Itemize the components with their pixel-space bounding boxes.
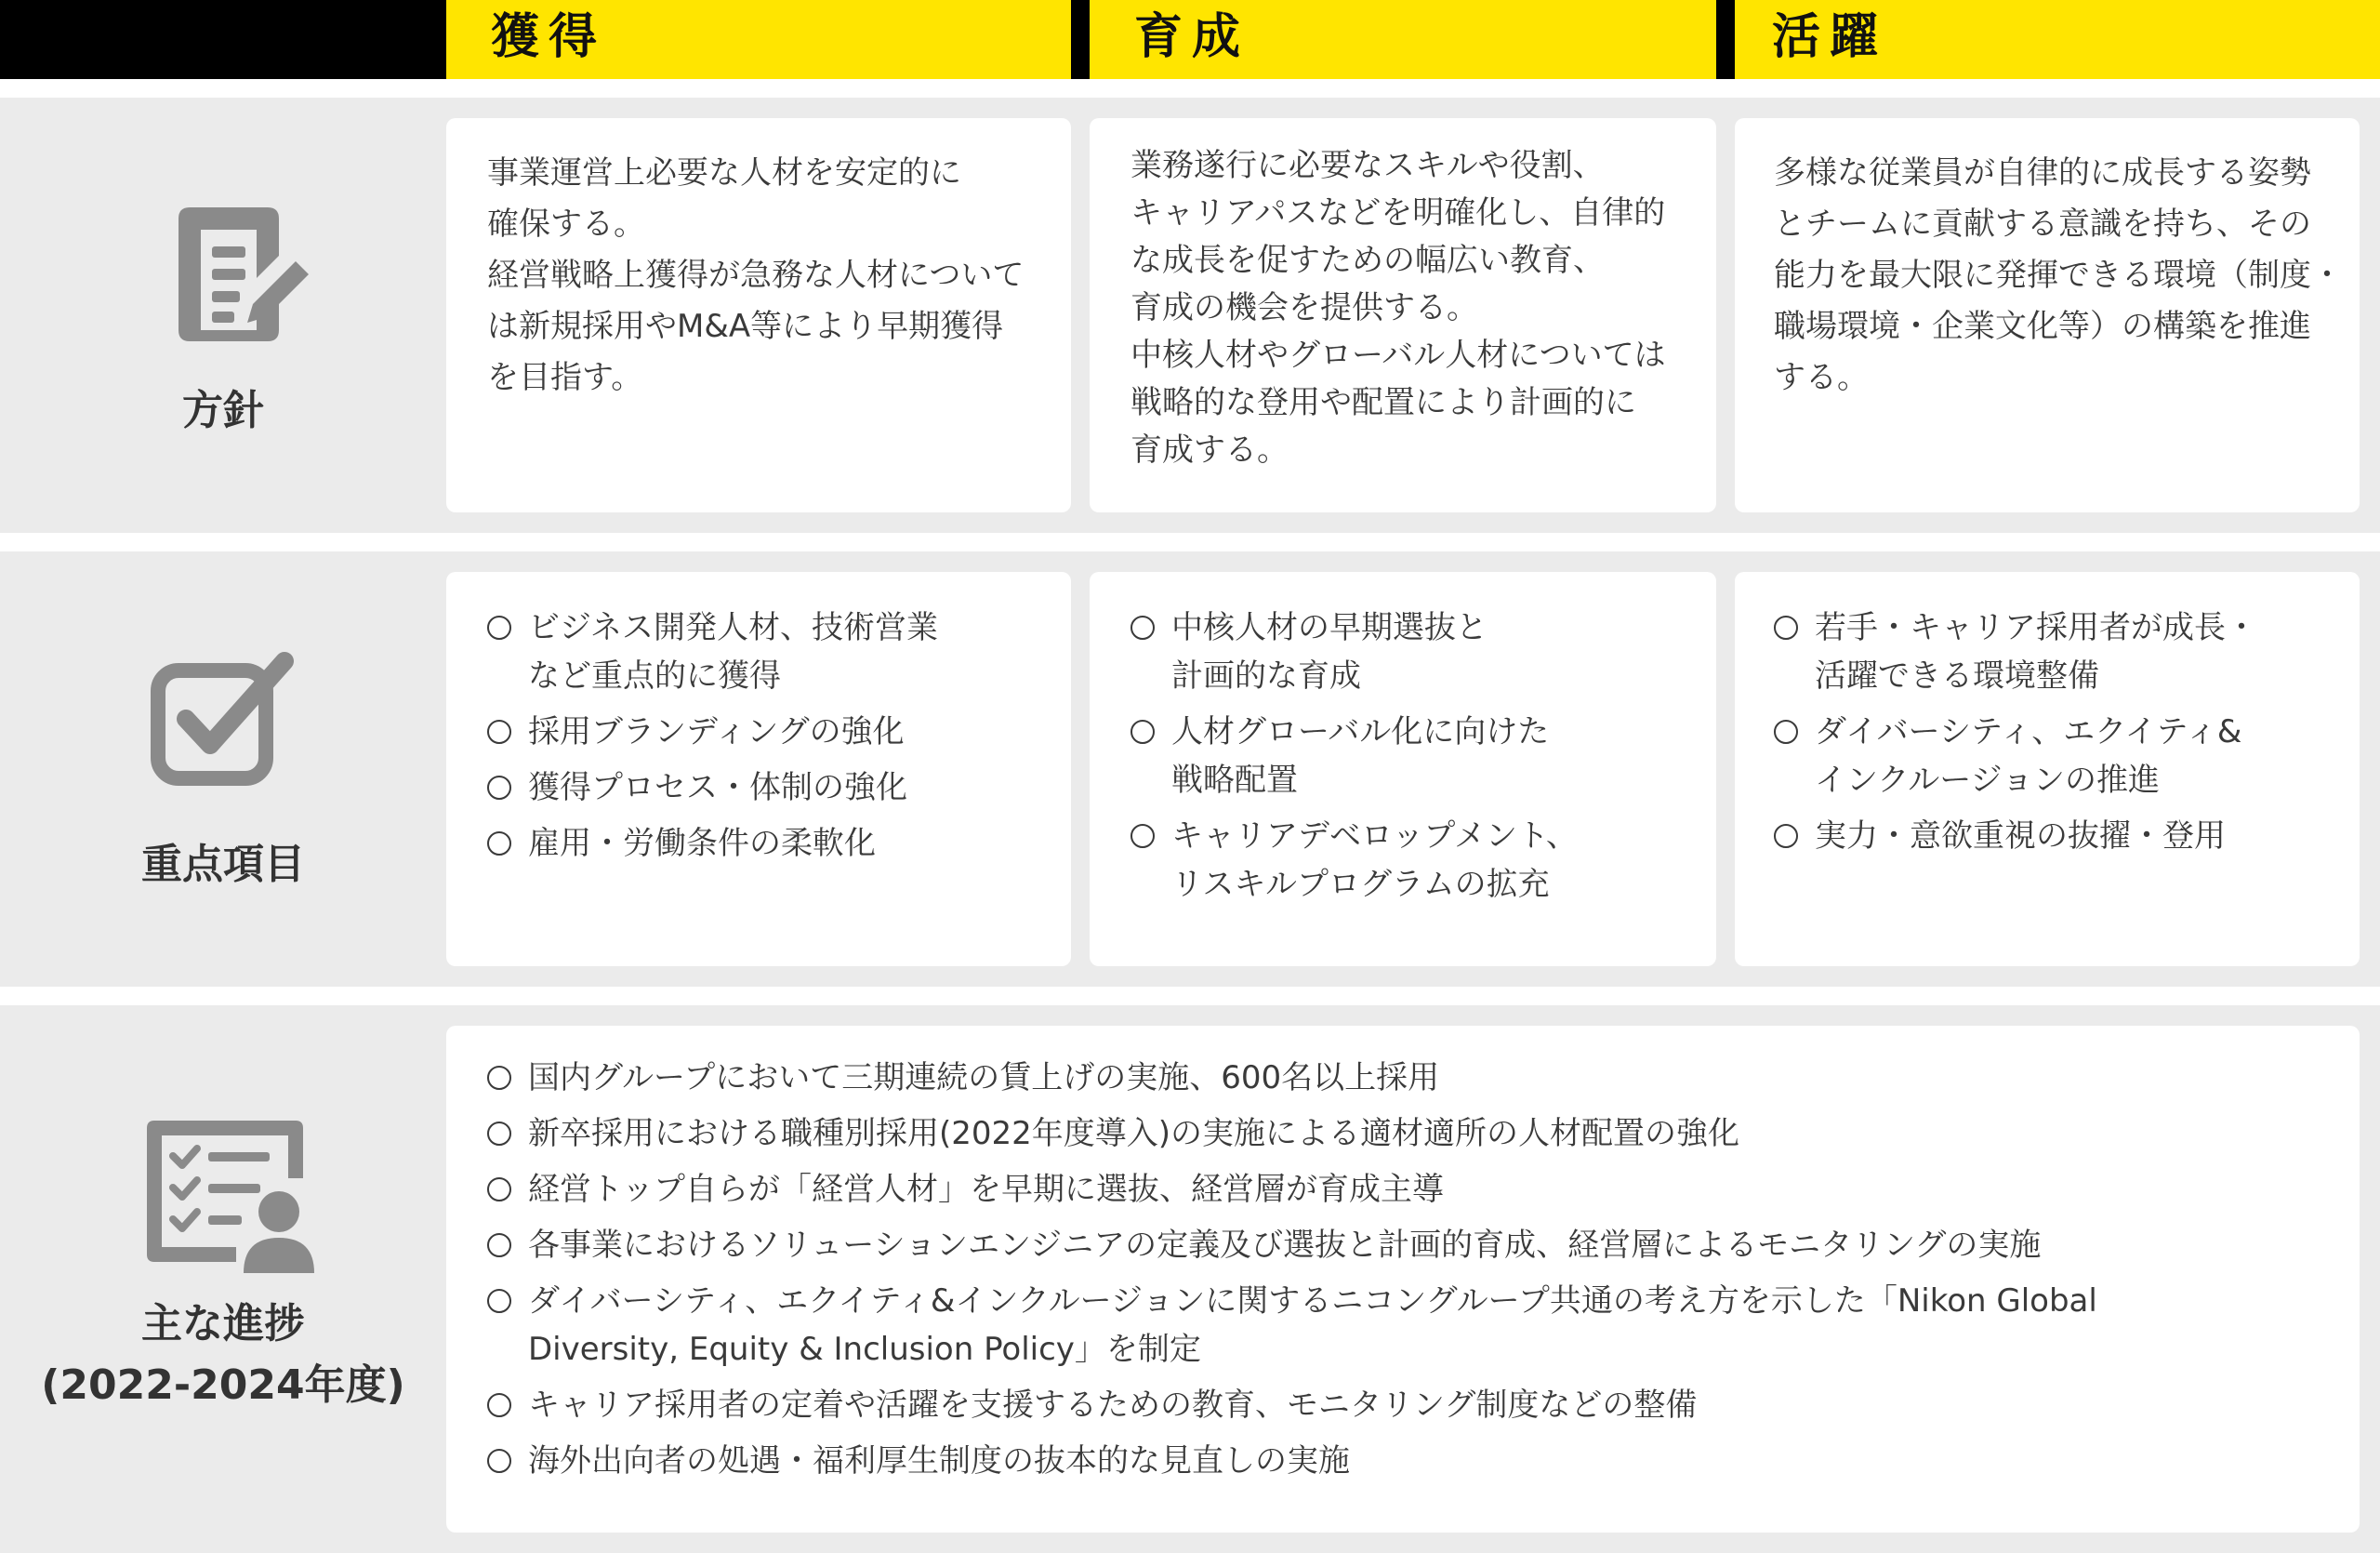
- priorities-label-cell: [0, 551, 446, 987]
- progress-label: [0, 1294, 446, 1416]
- header-left-bar: [0, 0, 446, 79]
- circle-bullet-icon: [487, 1289, 511, 1313]
- column-title-engage: 活躍: [1772, 9, 1888, 65]
- policy-card-acquire: [446, 118, 1071, 512]
- list-item: 採用ブランディングの強化: [487, 708, 938, 756]
- policy-card-engage: [1735, 118, 2360, 512]
- progress-label-period: (2022-2024年度): [41, 1361, 405, 1409]
- circle-bullet-icon: [1130, 720, 1155, 744]
- policy-text-engage: 多様な従業員が自律的に成長する姿勢 とチームに貢献する意識を持ち、その 能力を最大限に発揮できる環境（制度・ 職場環境・企業文化等）の構築を推進 する。: [1774, 154, 2343, 396]
- list-item: ダイバーシティ、エクイティ&インクルージョンに関するニコングループ共通の考え方を示した「Nikon Global Diversity, Equity & Inclusion Policy」を制定: [487, 1277, 2097, 1374]
- column-title-acquire: 獲得: [491, 9, 607, 65]
- priorities-card-engage: [1735, 572, 2360, 966]
- checkbox-icon: [149, 650, 298, 790]
- header-column-acquire: [446, 0, 1071, 79]
- list-item: 人材グローバル化に向けた 戦略配置: [1130, 708, 1578, 804]
- circle-bullet-icon: [487, 1233, 511, 1257]
- circle-bullet-icon: [1774, 720, 1798, 744]
- circle-bullet-icon: [487, 1177, 511, 1201]
- policy-label: 方針: [182, 387, 264, 434]
- list-item: 中核人材の早期選抜と 計画的な育成: [1130, 604, 1578, 700]
- list-item: 経営トップ自らが「経営人材」を早期に選抜、経営層が育成主導: [487, 1165, 2097, 1214]
- list-item: 獲得プロセス・体制の強化: [487, 763, 938, 812]
- list-item: 国内グループにおいて三期連続の賃上げの実施、600名以上採用: [487, 1054, 2097, 1102]
- circle-bullet-icon: [487, 1122, 511, 1146]
- circle-bullet-icon: [487, 1449, 511, 1473]
- document-edit-icon: [158, 200, 316, 349]
- circle-bullet-icon: [487, 616, 511, 640]
- list-item: 新卒採用における職種別採用(2022年度導入)の実施による適材適所の人材配置の強化: [487, 1109, 2097, 1158]
- priorities-list-acquire: [487, 604, 938, 875]
- list-item: キャリアデベロップメント、 リスキルプログラムの拡充: [1130, 812, 1578, 909]
- list-item: 実力・意欲重視の抜擢・登用: [1774, 812, 2257, 860]
- list-item: 若手・キャリア採用者が成長・ 活躍できる環境整備: [1774, 604, 2257, 700]
- header-column-engage: [1735, 0, 2380, 79]
- header-divider: [1716, 0, 1735, 79]
- progress-label-cell: [0, 1005, 446, 1553]
- priorities-list-engage: [1774, 604, 2257, 868]
- list-item: 海外出向者の処遇・福利厚生制度の抜本的な見直しの実施: [487, 1437, 2097, 1485]
- priorities-card-acquire: [446, 572, 1071, 966]
- list-item: ビジネス開発人材、技術営業 など重点的に獲得: [487, 604, 938, 700]
- column-title-develop: 育成: [1134, 9, 1250, 65]
- progress-card: [446, 1026, 2360, 1533]
- header-column-develop: [1090, 0, 1716, 79]
- policy-text-acquire: 事業運営上必要な人材を安定的に 確保する。 経営戦略上獲得が急務な人材について は新規採用やM&A等により早期獲得 を目指す。: [487, 154, 1025, 396]
- progress-list: [487, 1054, 2097, 1493]
- policy-card-develop: [1090, 118, 1716, 512]
- circle-bullet-icon: [487, 1066, 511, 1090]
- circle-bullet-icon: [1130, 824, 1155, 848]
- list-item: キャリア採用者の定着や活躍を支援するための教育、モニタリング制度などの整備: [487, 1381, 2097, 1429]
- circle-bullet-icon: [1774, 616, 1798, 640]
- circle-bullet-icon: [487, 776, 511, 800]
- circle-bullet-icon: [487, 831, 511, 856]
- list-item: 雇用・労働条件の柔軟化: [487, 819, 938, 868]
- policy-label-cell: [0, 98, 446, 533]
- priorities-list-develop: [1130, 604, 1578, 916]
- checklist-person-icon: [139, 1113, 316, 1281]
- progress-label-title: 主な進捗: [141, 1300, 305, 1347]
- list-item: 各事業におけるソリューションエンジニアの定義及び選抜と計画的育成、経営層によるモニタリングの実施: [487, 1221, 2097, 1269]
- header-divider: [1071, 0, 1090, 79]
- circle-bullet-icon: [1774, 824, 1798, 848]
- priorities-card-develop: [1090, 572, 1716, 966]
- list-item: ダイバーシティ、エクイティ& インクルージョンの推進: [1774, 708, 2257, 804]
- circle-bullet-icon: [1130, 616, 1155, 640]
- priorities-label: 重点項目: [141, 841, 305, 888]
- policy-text-develop: 業務遂行に必要なスキルや役割、 キャリアパスなどを明確化し、自律的 な成長を促すための幅広い教育、 育成の機会を提供する。 中核人材やグローバル人材については 戦略的な登用や配置により計画的に 育成する。: [1130, 147, 1666, 469]
- circle-bullet-icon: [487, 720, 511, 744]
- circle-bullet-icon: [487, 1393, 511, 1417]
